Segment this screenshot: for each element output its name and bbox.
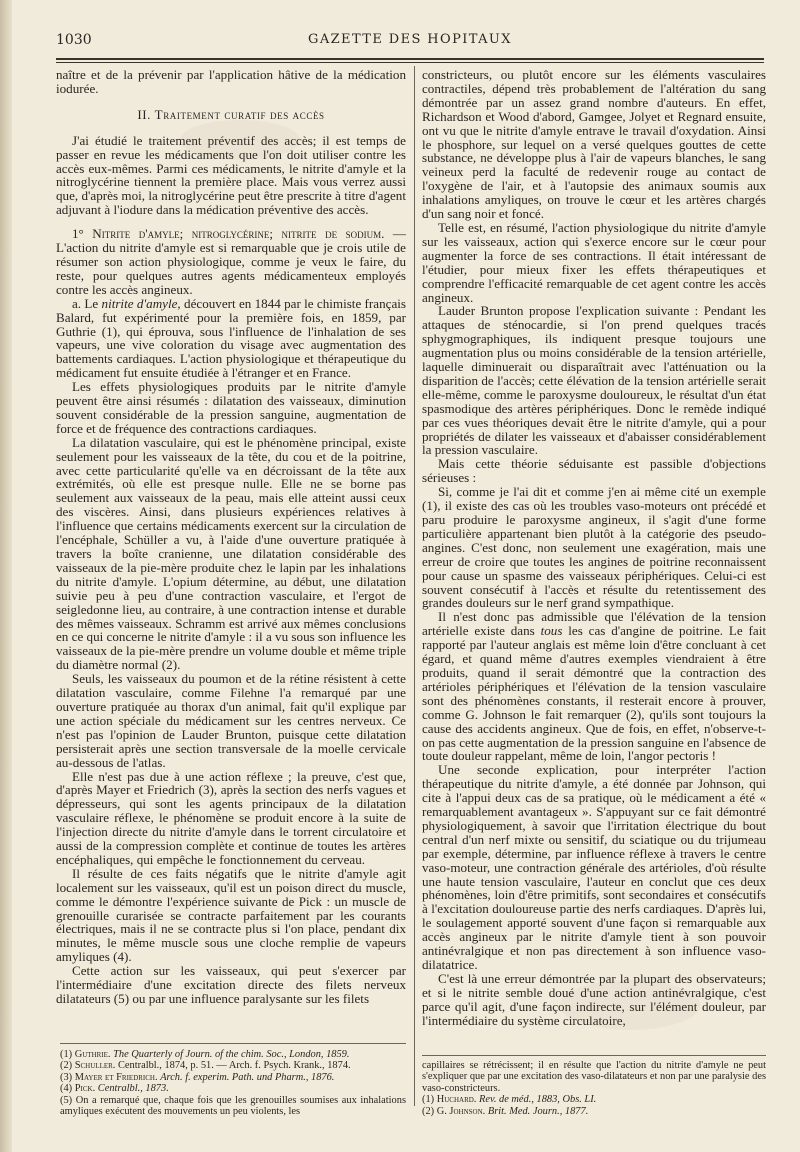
footnote-number: (2) [60,1060,73,1072]
item-label: a. Le [72,295,99,311]
paragraph: Une seconde explication, pour interpréter l'action thérapeutique du nitrite d'amyle, a été donnée par Johnson, qui cite à l'appui deux cas de sa pratique, où le médicament a été « remarquablement avantageux ». S'appuyant sur ce fait démontré physiologiquement, à savoir que l'irritation électrique du bout central d'un nerf mixte ou sensitif, du sciatique ou du trijumeau par exemple, détermine, par influence réflexe à travers le centre vaso-moteur, une contraction générale des artérioles, d'où résulte une haute tension vasculaire, l'auteur en conclut que ces deux phénomènes, loin d'être primitifs, sont secondaires et consécutifs à l'excitation douloureuse partie des nerfs cardiaques. D'après lui, le soulagement apporté souvent d'une façon si remarquable aux accès angineux par le nitrite d'amyle tient à son pouvoir antinévralgique et non pas directement à son influence vaso-dilatatrice. [422,762,766,972]
term: nitrite d'amyle, [101,295,181,311]
footnote-author: Huchard. [436,1094,477,1106]
footnote [422,1106,766,1117]
footnote-author: G. Johnson. [436,1105,486,1117]
paragraph: Telle est, en résumé, l'action physiologique du nitrite d'amyle sur les vaisseaux, action qui s'exerce encore sur le cœur pour augmenter la force de ses contractions. Il était intéressant de l'étudier, pour mieux fixer les effets thérapeutiques et comprendre l'efficacité remarquable de cet agent contre les accès angineux. [422,219,766,305]
paragraph-text: naître et de la prévenir par l'application hâtive de la médication iodurée. [56,67,406,96]
left-column [56,68,406,1006]
footnote [60,1083,406,1094]
paragraph: Cette action sur les vaisseaux, qui peut s'exercer par l'intermédiaire d'une excitation directe des filets nerveux dilatateurs (5) ou par une influence paralysante sur les filets [56,963,406,1006]
footnote-number: (2) [422,1105,435,1117]
footnote [60,1095,406,1118]
paragraph-text: L'action du nitrite d'amyle est si remarquable que je crois utile de résumer son action physiologique, comme je veux le faire, du reste, pour quelques autres agents médicamenteux employés contre les accès angineux. [56,240,406,297]
footnote-text: Brit. Med. Journ., 1877. [487,1105,589,1117]
footnote-author: Guthrie. [74,1049,111,1060]
footnote-rule-left [60,1043,406,1044]
paragraph: La dilatation vasculaire, qui est le phénomène principal, existe seulement pour les vaisseaux de la tête, du cou et de la poitrine, avec cette particularité qu'elle va en décroissant de la tête aux extrémités, où elle est presque nulle. Elle ne se borne pas seulement aux vaisseaux de la peau, mais elle atteint aussi ceux des viscères. Ainsi, dans plusieurs expériences relatives à l'influence que certains médicaments exercent sur la circulation de l'encéphale, Schüller a vu, à l'aide d'une ouverture pratiquée à travers la boîte cranienne, une dilatation considérable des vaisseaux de la pie-mère produite chez le lapin par les inhalations du nitrite d'amyle. L'opium détermine, au début, une dilatation suivie peu à peu d'une contraction vasculaire, et l'ergot de seigledonne lieu, au contraire, à une contraction intense et durable des mêmes vaisseaux. Schramm est arrivé aux mêmes conclusions en ce qui concerne le nitrite d'amyle : il a vu sous son influence les vaisseaux de la pie-mère prendre un volume double et même triple du diamètre normal (2). [56,434,406,673]
footnote-text: Rev. de méd., 1883, Obs. LI. [479,1094,597,1106]
footnote-number: (4) [60,1083,73,1095]
paragraph: Mais cette théorie séduisante est passible d'objections sérieuses : [422,456,766,486]
footnote [60,1049,406,1060]
footnote-number: (5) [60,1094,73,1106]
page-header [56,30,764,52]
column-divider [414,66,415,1106]
paragraph [56,297,406,380]
footnote-author: Pick. [74,1083,96,1095]
paragraph: Il résulte de ces faits négatifs que le nitrite d'amyle agit localement sur les vaisseaux, qu'il est un poison direct du muscle, comme le démontre l'expérience suivante de Pick : un muscle de grenouille curarisée se contracte parfaitement par les courants électriques, mais il ne se contracte plus si l'on place, pendant dix minutes, le même muscle sous une cloche remplie de vapeurs amyliques (4). [56,865,406,965]
page-number: 1030 [56,32,92,48]
emphasis: tous [540,623,563,639]
footnote-text: Centralbl., 1874, p. 51. — Arch. f. Psych. Krank., 1874. [118,1060,351,1072]
paragraph [56,68,406,96]
paragraph: Les effets physiologiques produits par le nitrite d'amyle peuvent être ainsi résumés : dilatation des vaisseaux, diminution souvent considérable de la pression sanguine, augmentation de force et de fréquence des contractions cardiaques. [56,379,406,436]
footnote-author: Mayer et Friedrich. [74,1071,158,1083]
page-binding-edge [0,0,12,1152]
footnote-number: (1) [422,1094,435,1106]
journal-title: GAZETTE DES HOPITAUX [308,32,512,47]
footnote [422,1094,766,1105]
footnote-text: Centralbl., 1873. [97,1083,169,1095]
paragraph: Si, comme je l'ai dit et comme j'en ai même cité un exemple (1), il existe des cas où les troubles vaso-moteurs ont précédé et paru produire le paroxysme angineux, il s'agit d'une forme particulière appartenant bien plutôt à la catégorie des pseudo-angines. C'est donc, non seulement une exagération, mais une erreur de croire que toutes les angines de poitrine reconnaissent pour cause un spasme des vaisseaux périphériques. Celui-ci est souvent consécutif à l'accès et résulte du retentissement des grandes douleurs sur le nerf grand sympathique. [422,484,766,611]
footnote-author: Schuller. [74,1060,116,1072]
footnote-continuation: capillaires se rétrécissent; il en résulte que l'action du nitrite d'amyle ne peut s'expliquer que par une excitation des vaso-dilatateurs et non par une paralysie des vaso-constricteurs. [422,1060,766,1094]
paragraph [56,227,406,297]
paragraph: Seuls, les vaisseaux du poumon et de la rétine résistent à cette dilatation vasculaire, comme Filehne l'a remarqué par une ouverture pratiquée au thorax d'un animal, fait qu'il explique par une action spéciale du médicament sur les centres nerveux. Ce n'est pas l'opinion de Lauder Brunton, puisque cette dilatation persisterait après une section transversale de la moelle cervicale au-dessous de l'atlas. [56,671,406,770]
footnote-text: Arch. f. experim. Path. und Pharm., 1876. [160,1071,335,1083]
paragraph: Lauder Brunton propose l'explication suivante : Pendant les attaques de sténocardie, si l'on prend quelques tracés sphygmographiques, ils indiquent presque toujours une augmentation plus ou moins considérable de la tension artérielle, laquelle diminuerait ou disparaîtrait avec l'atténuation ou la disparition de l'accès; cette élévation de la tension artérielle serait elle-même, comme le paroxysme douloureux, le résultat d'un état spasmodique des artères périphériques. Donc le remède indiqué par ces vues théoriques devait être le nitrite d'amyle, qui a pour propriétés de dilater les vaisseaux et d'abaisser considérablement la pression vasculaire. [422,303,766,458]
right-column [422,68,766,1028]
paragraph-text: découvert en 1844 par le chimiste français Balard, fut expérimenté pour la première fois, en 1859, par Guthrie (1), qui éprouva, sous l'influence de l'inhalation de ses vapeurs, une vive coloration du visage avec augmentation des battements cardiaques. L'action physiologique et thérapeutique du médicament fut ensuite étudiée à l'étranger et en France. [56,295,406,381]
footnote-number: (1) [60,1049,73,1060]
footnote-rule-right [422,1055,766,1056]
footnote-number: (3) [60,1071,73,1083]
footnotes-right [422,1060,766,1117]
footnotes-left [60,1049,406,1117]
paragraph-text: les cas d'angine de poitrine. Le fait rapporté par l'auteur anglais est même loin d'être concluant à cet égard, et quand même d'autres exemples viendraient à être produits, quand il serait démontré que la contraction des artérioles périphériques et l'élévation de la tension vasculaire sont des phénomènes constants, il resterait encore à prouver, comme G. Johnson le fait remarquer (2), qu'ils sont toujours la cause des accidents angineux. Que de fois, en effet, n'observe-t-on pas cette augmentation de la pression sanguine en l'absence de toute douleur rappelant, même de loin, l'angor pectoris ! [422,623,766,764]
footnote [60,1060,406,1071]
subsection-heading: 1° Nitrite d'amyle; nitroglycérine; nitrite de sodium. — [72,226,406,242]
section-heading: II. Traitement curatif des accès [137,106,325,122]
footnote-text: On a remarqué que, chaque fois que les grenouilles soumises aux inhalations amyliques exécutent des mouvements un peu violents, les [60,1094,406,1118]
paragraph: constricteurs, ou plutôt encore sur les éléments vasculaires contractiles, dépend très probablement de l'altération du sang démontrée par un assez grand nombre d'auteurs. En effet, Richardson et Wood d'abord, Gamgee, Jolyet et Regnard ensuite, ont vu que le nitrite d'amyle entrave le travail d'oxydation. Ainsi le phosphore, sur lequel on a versé quelques gouttes de cette substance, ne développe plus à l'air de vapeurs blanches, le sang veineux perd la faculté de redevenir rouge au contact de l'oxygène de l'air, et à l'autopsie des animaux soumis aux inhalations amyliques, on trouve le cœur et les artères chargés d'un sang noir et foncé. [422,67,766,222]
paragraph: Elle n'est pas due à une action réflexe ; la preuve, c'est que, d'après Mayer et Friedrich (3), après la section des nerfs vagues et dépresseurs, qui sont les agents principaux de la dilatation vasculaire réflexe, le phénomène se produit encore à la suite de l'injection directe du nitrite d'amyle dans le torrent circulatoire et aussi de la compression complète et continue de toutes les artères encéphaliques, qui empêche le fonctionnement du cerveau. [56,768,406,867]
footnote [60,1072,406,1083]
header-rule [56,58,764,63]
paragraph-text: Il n'est donc pas admissible que l'élévation de la tension artérielle existe dans [422,609,766,639]
paragraph [422,610,766,763]
paragraph: C'est là une erreur démontrée par la plupart des observateurs; et si le nitrite semble doué d'une action antinévralgique, c'est parce qu'il agit, d'une façon indirecte, sur l'élément douleur, par l'intermédiaire du système circulatoire, [422,970,766,1028]
paragraph: J'ai étudié le traitement préventif des accès; il est temps de passer en revue les médicaments que l'on doit utiliser contre les accès eux-mêmes. Parmi ces médicaments, le nitrite d'amyle et la nitroglycérine tiennent la première place. Mais vous verrez aussi que, d'après moi, la nitroglycérine peut être prescrite à titre d'agent adjuvant à l'iodure dans la médication préventive des accès. [56,132,406,218]
footnote-text: The Quarterly of Journ. of the chim. Soc., London, 1859. [113,1049,350,1060]
